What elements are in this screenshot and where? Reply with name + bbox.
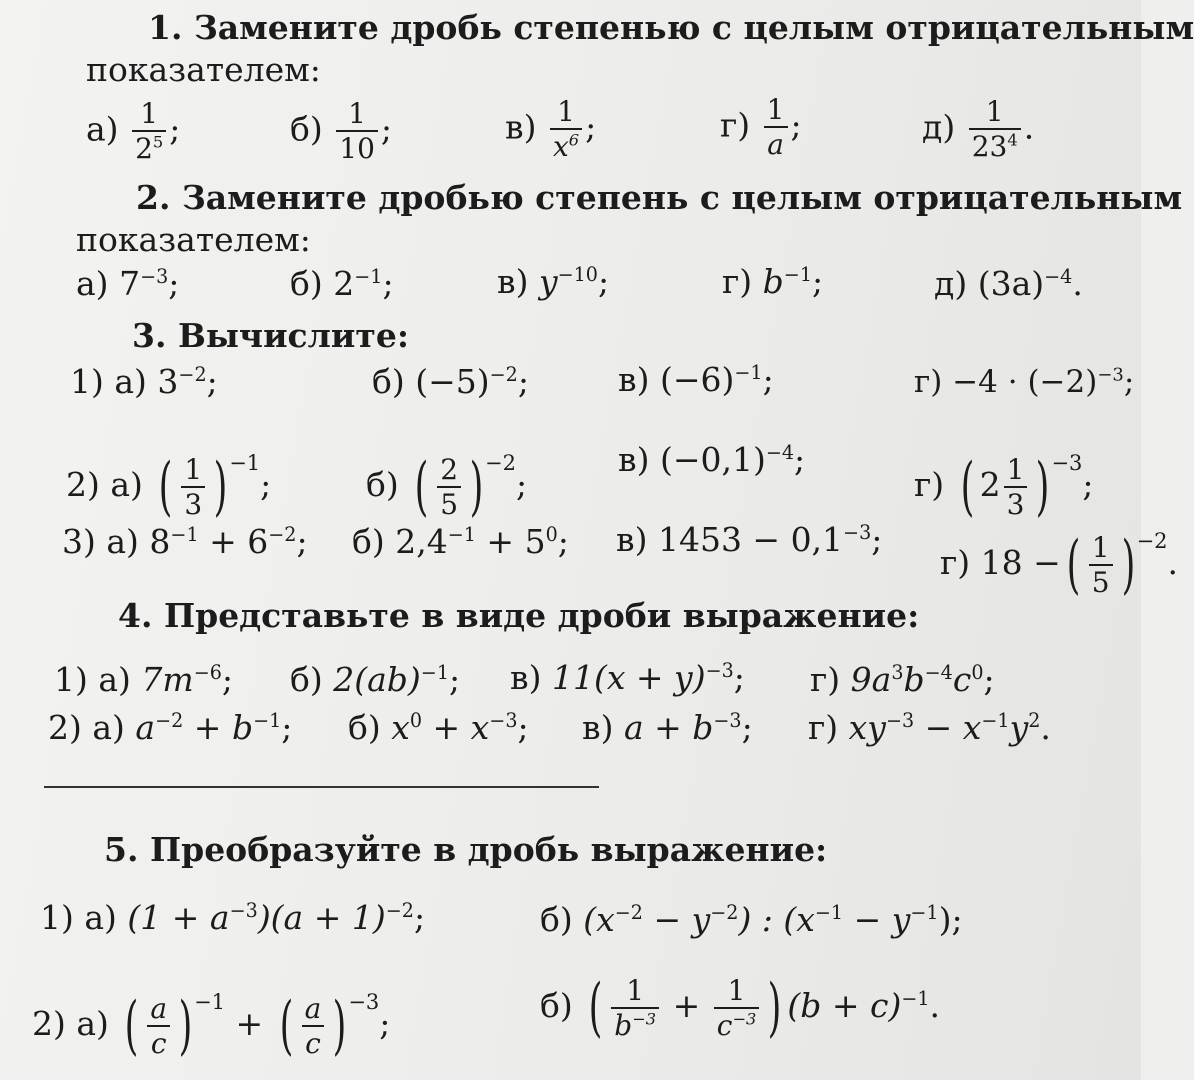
task2-title-cont: показателем: — [76, 220, 311, 259]
task3-title — [132, 316, 409, 356]
fraction: $\frac{1}{x^6}$ — [550, 98, 582, 161]
task4-row2-b: б) $x^0 + x^{-3}$; — [348, 708, 529, 747]
task2-title-text: Замените дробью степень с целым отрицательным — [181, 178, 1183, 217]
task1-item-g: г) $\frac{1}{a}$ ; — [720, 93, 802, 161]
task2-item-v: в) $y^{-10}$; — [497, 262, 610, 301]
task5-title — [104, 830, 827, 870]
task3-number: 3. — [132, 316, 167, 355]
task4-row1-a: 1) а) $7m^{-6}$; — [54, 660, 234, 699]
task3-row3-b: б) $2,4^{-1} + 5^0$; — [352, 522, 569, 561]
task3-row3-a: 3) а) $8^{-1} + 6^{-2}$; — [62, 522, 308, 561]
task4-row2-v: в) $a + b^{-3}$; — [582, 708, 753, 747]
task3-title-text: Вычислите: — [177, 316, 410, 355]
task5-number: 5. — [104, 830, 139, 869]
task5-row2-a: 2) а) ( $\frac{a}{c}$ )$^{-1}$ + ( $\frac{a}{c}$ )$^{-3}$; — [32, 989, 391, 1063]
task5-row1-b: б) $(x^{-2} - y^{-2})$ : $(x^{-1} - y^{-1})$; — [540, 900, 963, 939]
task2-number: 2. — [136, 178, 171, 217]
task2-item-a: а) $7^{-3}$; — [76, 264, 180, 303]
task5-row2-b: б) ( $\frac{1}{b^{-3}}$ + $\frac{1}{c^{-3}}$ ) $(b + c)^{-1}$. — [540, 971, 941, 1045]
task4-row2-g: г) $xy^{-3} - x^{-1}y^2$. — [808, 708, 1051, 747]
fraction: $\frac{1}{23^4}$ — [969, 98, 1021, 161]
task5-row1-a: 1) а) $(1 + a^{-3})(a + 1)^{-2}$; — [40, 898, 426, 937]
task4-row2-a: 2) а) $a^{-2} + b^{-1}$; — [48, 708, 293, 747]
task3-row3-g: г) 18 −( $\frac{1}{5}$ )$^{-2}$. — [940, 528, 1179, 602]
task2-item-d: д) $(3a)^{-4}$. — [934, 264, 1083, 303]
task4-row1-v: в) $11(x + y)^{-3}$; — [510, 658, 745, 697]
task4-title — [118, 596, 919, 636]
fraction: $\frac{1}{a}$ — [764, 96, 788, 159]
task1-title-text: Замените дробь степенью с целым отрицательным — [193, 8, 1194, 47]
task3-row1-b: б) $(-5)^{-2}$; — [372, 362, 529, 401]
section-divider — [44, 786, 599, 788]
task1-item-a: а) $\frac{1}{2^5}$ ; — [86, 97, 181, 165]
task5-title-text: Преобразуйте в дробь выражение: — [149, 830, 828, 869]
task2-item-b: б) $2^{-1}$; — [290, 264, 394, 303]
task1-item-d: д) $\frac{1}{23^4}$ . — [922, 95, 1035, 163]
task1-title — [148, 8, 1194, 48]
task4-number: 4. — [118, 596, 153, 635]
task4-row1-g: г) $9a^3b^{-4}c^0$; — [810, 660, 995, 699]
task1-number: 1. — [148, 8, 183, 47]
task4-row1-b: б) 2(ab)$^{-1}$; — [290, 660, 461, 699]
task3-row3-v: в) $1453 - 0,1^{-3}$; — [616, 520, 883, 559]
task3-row2-g: г) ( 2 $\frac{1}{3}$ )$^{-3}$; — [914, 450, 1094, 524]
task3-row2-a: 2) а) ( $\frac{1}{3}$ )$^{-1}$; — [66, 450, 272, 524]
task2-title — [136, 178, 1182, 218]
fraction: $\frac{1}{10}$ — [336, 100, 378, 163]
task1-item-v: в) $\frac{1}{x^6}$ ; — [505, 95, 597, 163]
task2-item-g: г) $b^{-1}$; — [722, 262, 824, 301]
task3-row2-b: б) ( $\frac{2}{5}$ )$^{-2}$; — [366, 450, 528, 524]
task1-item-b: б) $\frac{1}{10}$ ; — [290, 97, 393, 165]
task3-row1-a: 1) а) $3^{-2}$; — [70, 362, 218, 401]
task1-title-cont: показателем: — [86, 50, 321, 89]
task3-row1-v: в) $(-6)^{-1}$; — [618, 360, 774, 399]
fraction: $\frac{1}{2^5}$ — [132, 100, 166, 163]
task4-title-text: Представьте в виде дроби выражение: — [163, 596, 920, 635]
task3-row2-v: в) $(-0,1)^{-4}$; — [618, 440, 806, 479]
task3-row1-g: $г) -4 \cdot (-2)^{-3}$; — [914, 364, 1135, 400]
